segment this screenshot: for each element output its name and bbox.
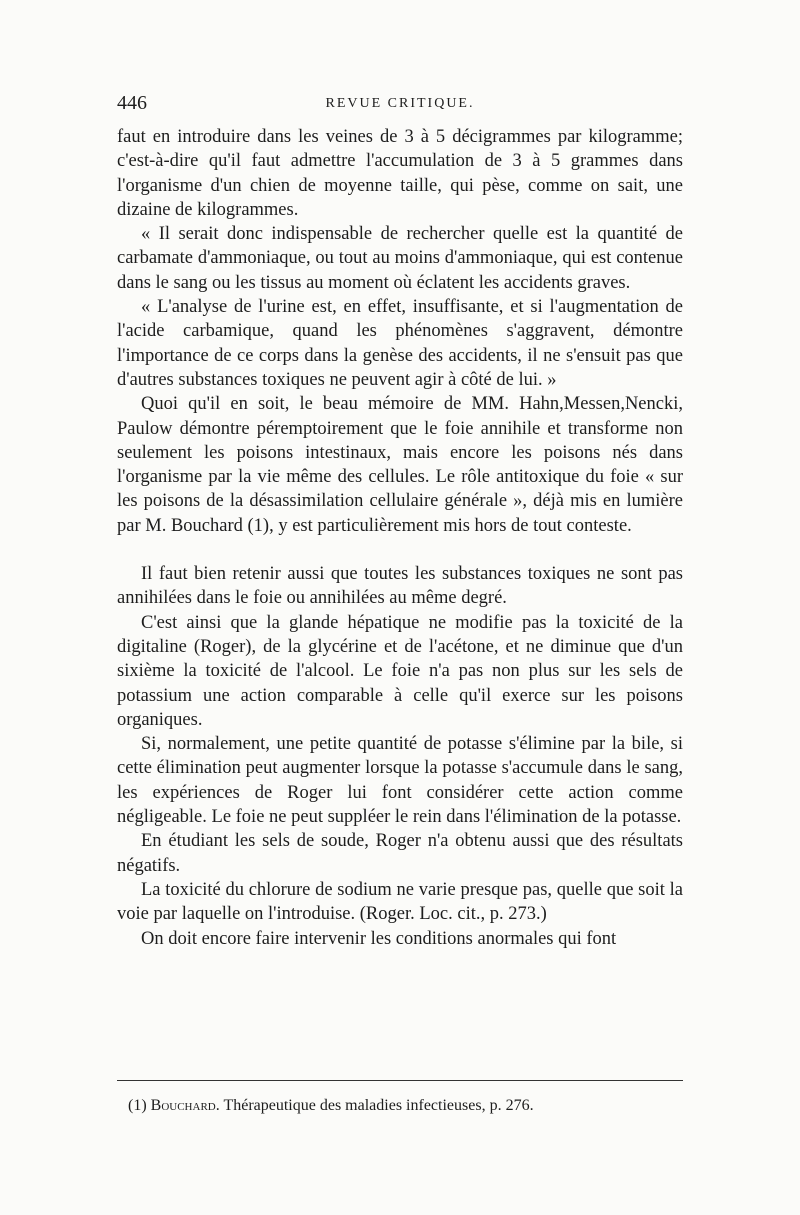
footnote — [128, 1096, 683, 1116]
running-head — [117, 92, 683, 122]
paragraph-hahn-memoir: Quoi qu'il en soit, le beau mémoire de MM. Hahn,Messen,Nencki, Paulow démontre péremptoirement que le foie annihile et transforme non seulement les poisons intestinaux, mais encore les poisons nés dans l'organisme par la vie même des cellules. Le rôle antitoxique du foie « sur les poisons de la désassimilation cellulaire générale », déjà mis en lumière par M. Bouchard (1), y est particulièrement mis hors de tout conteste. — [117, 394, 683, 536]
footnote-author: Bouchard. — [150, 1097, 220, 1114]
paragraph-abnormal-conditions: On doit encore faire intervenir les conditions anormales qui font — [141, 928, 617, 949]
paragraph-sodium-chloride: La toxicité du chlorure de sodium ne varie presque pas, quelle que soit la voie par laquelle on l'introduise. (Roger. Loc. cit., p. 273.) — [117, 879, 683, 925]
paragraph-substances: Il faut bien retenir aussi que toutes les substances toxiques ne sont pas annihilées dans le foie ou annihilées au même degré. — [117, 564, 683, 609]
body-text — [117, 125, 683, 951]
paragraph-quote-1: « Il serait donc indispensable de rechercher quelle est la quantité de carbamate d'ammoniaque, ou tout au moins d'ammoniaque, qui est contenue dans le sang ou les tissus au moment où éclatent les accidents graves. — [117, 224, 683, 293]
running-title: REVUE CRITIQUE. — [325, 96, 475, 111]
paragraph-continuation: faut en introduire dans les veines de 3 à 5 décigrammes par kilogramme; c'est-à-dire qu'il faut admettre l'accumulation de 3 à 5 grammes dans l'organisme d'un chien de moyenne taille, qui pèse, comme on sait, une dizaine de kilogrammes. — [117, 127, 683, 220]
paragraph-potassium: Si, normalement, une petite quantité de potasse s'élimine par la bile, si cette élimination peut augmenter lorsque la potasse s'accumule dans le sang, les expériences de Roger lui font considérer cette action comme négligeable. Le foie ne peut suppléer le rein dans l'élimination de la potasse. — [117, 734, 683, 828]
paragraph-hepatic-gland: C'est ainsi que la glande hépatique ne modifie pas la toxicité de la digitaline (Roger), de la glycérine et de l'acétone, et ne diminue que d'un sixième la toxicité de l'alcool. Le foie n'a pas non plus sur les sels de potassium une action comparable à celle qu'il exerce sur les poisons organiques. — [117, 612, 683, 730]
footnote-text: Thérapeutique des maladies infectieuses, p. 276. — [223, 1097, 534, 1114]
paragraph-quote-2: « L'analyse de l'urine est, en effet, insuffisante, et si l'augmentation de l'acide carbamique, quand les phénomènes s'aggravent, démontre l'importance de ce corps dans la genèse des accidents, il ne s'ensuit pas que d'autres substances toxiques ne peuvent agir à côté de lui. » — [117, 297, 683, 390]
footnote-rule — [117, 1080, 683, 1081]
page-number: 446 — [117, 92, 147, 114]
footnote-marker: (1) — [128, 1097, 147, 1114]
paragraph-soda-salts: En étudiant les sels de soude, Roger n'a obtenu aussi que des résultats négatifs. — [117, 831, 683, 876]
